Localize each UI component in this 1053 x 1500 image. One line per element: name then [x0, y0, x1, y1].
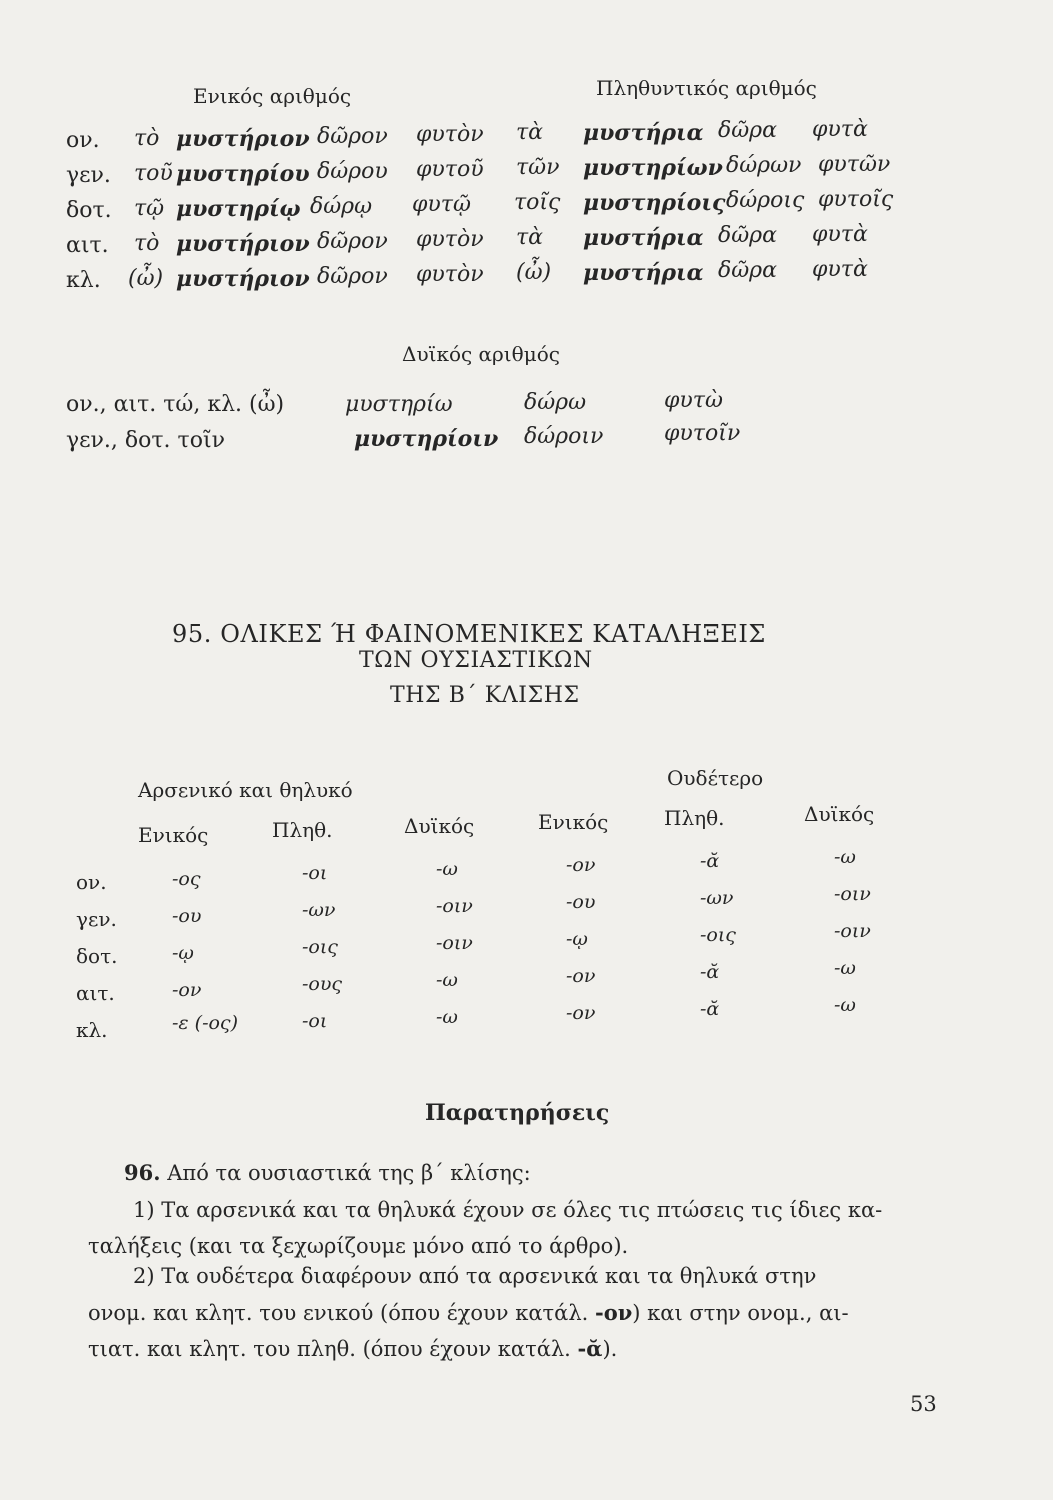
- ending-cell: -ω: [834, 846, 856, 868]
- singular-heading: Ενικός αριθμός: [193, 84, 352, 108]
- case-label: ον.: [66, 128, 100, 153]
- plural-noun-fyton: φυτὰ: [812, 222, 868, 247]
- col-header: Δυϊκός: [404, 814, 475, 838]
- noun-fyton: φυτὸν: [416, 227, 484, 252]
- ending-cell: -ων: [302, 899, 336, 921]
- noun-mysterion: μυστήριον: [176, 126, 310, 152]
- dual-row-label: ον., αιτ. τώ, κλ. (ὦ): [66, 392, 285, 417]
- plural-noun-doron: δώρων: [726, 153, 802, 178]
- page-number: 53: [910, 1392, 937, 1416]
- masc-fem-group-heading: Αρσενικό και θηλυκό: [138, 778, 353, 802]
- dual-noun-fyton: φυτοῖν: [664, 421, 741, 446]
- section-95-subtitle-2: ΤΗΣ Β΄ ΚΛΙΣΗΣ: [390, 683, 580, 708]
- ending-cell: -ον: [566, 1002, 596, 1024]
- ending-cell: -οιν: [834, 920, 871, 942]
- ending-cell: -ᾰ: [700, 998, 720, 1020]
- article: τὸ: [134, 126, 160, 151]
- plural-article: τῶν: [516, 155, 560, 180]
- noun-doron: δώρῳ: [310, 194, 373, 219]
- ending-cell: -οι: [302, 1010, 328, 1032]
- ending-cell: -ω: [436, 1006, 458, 1028]
- neuter-group-heading: Ουδέτερο: [667, 766, 764, 790]
- dual-noun-fyton: φυτὼ: [664, 388, 723, 413]
- ending-cell: -οιν: [436, 932, 473, 954]
- case-label: γεν.: [76, 907, 117, 931]
- plural-noun-mysterion: μυστηρίοις: [583, 190, 726, 216]
- col-header: Πληθ.: [272, 818, 333, 842]
- ending-cell: -ω: [436, 858, 458, 880]
- plural-noun-fyton: φυτὰ: [812, 257, 868, 282]
- case-label: αιτ.: [76, 981, 115, 1005]
- paragraph-number: 96.: [124, 1160, 161, 1185]
- ending-cell: -ον: [566, 965, 596, 987]
- plural-article: τοῖς: [514, 190, 561, 215]
- paragraph-96: [124, 1158, 531, 1188]
- plural-noun-mysterion: μυστήρια: [583, 120, 704, 146]
- dual-row-label: γεν., δοτ. τοῖν: [66, 428, 225, 453]
- plural-noun-doron: δώροις: [726, 188, 805, 213]
- text-run: τιατ. και κλητ. του πληθ. (όπου έχουν κατάλ.: [88, 1337, 578, 1361]
- plural-noun-doron: δῶρα: [718, 118, 777, 143]
- plural-article: τὰ: [516, 120, 544, 145]
- col-header: Ενικός: [138, 823, 209, 847]
- plural-noun-fyton: φυτὰ: [812, 117, 868, 142]
- case-label: δοτ.: [66, 198, 112, 223]
- dual-heading: Δυϊκός αριθμός: [402, 342, 560, 366]
- noun-fyton: φυτὸν: [416, 262, 484, 287]
- article: τῷ: [134, 196, 165, 221]
- noun-mysterion: μυστήριον: [176, 266, 310, 292]
- point-2-line-2: [88, 1298, 849, 1328]
- case-label: ον.: [76, 870, 107, 894]
- ending-cell: -ων: [700, 887, 734, 909]
- noun-mysterion: μυστηρίου: [176, 161, 310, 187]
- plural-article: (ὦ): [516, 260, 552, 285]
- text-run: ).: [602, 1337, 618, 1361]
- noun-doron: δῶρον: [317, 229, 388, 254]
- article: (ὦ): [128, 266, 164, 291]
- noun-fyton: φυτῷ: [412, 192, 471, 217]
- dual-noun-doron: δώρω: [524, 390, 587, 415]
- point-1-line-2: ταλήξεις (και τα ξεχωρίζουμε μόνο από το άρθρο).: [88, 1234, 629, 1258]
- observations-title: Παρατηρήσεις: [425, 1100, 610, 1126]
- plural-heading: Πληθυντικός αριθμός: [596, 76, 817, 100]
- case-label: κλ.: [66, 268, 101, 293]
- ending-bold: -ᾰ: [577, 1336, 603, 1361]
- ending-cell: -ᾰ: [700, 850, 720, 872]
- ending-cell: -ου: [566, 891, 596, 913]
- ending-cell: -οιν: [834, 883, 871, 905]
- case-label: δοτ.: [76, 944, 118, 968]
- text-run: ονομ. και κλητ. του ενικού (όπου έχουν κατάλ.: [88, 1301, 595, 1325]
- plural-noun-mysterion: μυστηρίων: [583, 155, 723, 181]
- ending-cell: -οι: [302, 862, 328, 884]
- case-label: αιτ.: [66, 233, 109, 258]
- ending-cell: -οιν: [436, 895, 473, 917]
- ending-cell: -ω: [436, 969, 458, 991]
- dual-noun-mysterion: μυστηρίω: [345, 392, 453, 417]
- ending-cell: -οις: [700, 924, 736, 946]
- noun-doron: δῶρον: [317, 124, 388, 149]
- section-95-title: 95. ΟΛΙΚΕΣ Ή ΦΑΙΝΟΜΕΝΙΚΕΣ ΚΑΤΑΛΗΞΕΙΣ: [172, 620, 767, 648]
- ending-cell: -ῳ: [172, 942, 194, 964]
- point-1-line-1: 1) Τα αρσενικά και τα θηλυκά έχουν σε όλες τις πτώσεις τις ίδιες κα-: [133, 1198, 883, 1222]
- ending-cell: -οις: [302, 936, 338, 958]
- ending-cell: -ου: [172, 905, 202, 927]
- dual-noun-doron: δώροιν: [524, 424, 604, 449]
- plural-noun-fyton: φυτοῖς: [818, 187, 894, 212]
- section-95-subtitle-1: ΤΩΝ ΟΥΣΙΑΣΤΙΚΩΝ: [359, 648, 593, 673]
- article: τὸ: [134, 231, 160, 256]
- ending-cell: -ον: [172, 979, 202, 1001]
- ending-cell: -ον: [566, 854, 596, 876]
- ending-cell: -ους: [302, 973, 343, 995]
- col-header: Πληθ.: [664, 806, 725, 830]
- plural-noun-fyton: φυτῶν: [818, 152, 891, 177]
- plural-noun-doron: δῶρα: [718, 223, 777, 248]
- case-label: γεν.: [66, 163, 111, 188]
- case-label: κλ.: [76, 1018, 108, 1042]
- noun-mysterion: μυστήριον: [176, 231, 310, 257]
- ending-cell: -ος: [172, 868, 201, 890]
- ending-cell: -ω: [834, 957, 856, 979]
- col-header: Ενικός: [538, 810, 609, 834]
- plural-noun-mysterion: μυστήρια: [583, 260, 704, 286]
- noun-fyton: φυτοῦ: [416, 157, 484, 182]
- paragraph-text: Από τα ουσιαστικά της β΄ κλίσης:: [167, 1161, 531, 1185]
- plural-noun-doron: δῶρα: [718, 258, 777, 283]
- noun-mysterion: μυστηρίῳ: [176, 196, 301, 222]
- col-header: Δυϊκός: [804, 802, 875, 826]
- noun-doron: δώρου: [317, 159, 388, 184]
- point-2-line-1: 2) Τα ουδέτερα διαφέρουν από τα αρσενικά και τα θηλυκά στην: [133, 1264, 817, 1288]
- article: τοῦ: [134, 161, 173, 186]
- plural-article: τὰ: [516, 225, 544, 250]
- ending-cell: -ω: [834, 994, 856, 1016]
- plural-noun-mysterion: μυστήρια: [583, 225, 704, 251]
- dual-noun-mysterion: μυστηρίοιν: [354, 426, 499, 452]
- ending-bold: -ον: [594, 1300, 633, 1325]
- text-run: ) και στην ονομ., αι-: [632, 1301, 849, 1325]
- noun-doron: δῶρον: [317, 264, 388, 289]
- noun-fyton: φυτὸν: [416, 122, 484, 147]
- ending-cell: -ῳ: [566, 928, 588, 950]
- ending-cell: -ᾰ: [700, 961, 720, 983]
- ending-cell: -ε (-ος): [172, 1012, 238, 1034]
- point-2-line-3: [88, 1334, 617, 1364]
